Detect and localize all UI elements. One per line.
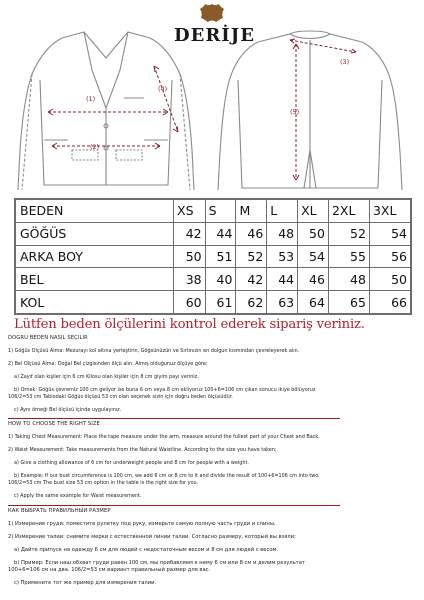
turkish-title: DOĞRU BEDEN NASIL SEÇİLİR: [8, 335, 88, 341]
instruction-line: b) Örnek: Göğüs çevremiz 100 cm geliyor ise buna 6 cm veya 8 cm ekliyoruz 100+6=106 cm çıkan sonucu ikiye bölüyoruz: [14, 387, 316, 393]
instruction-line: c) Aynı örneği Bel ölçüsü içinde uygulayınız.: [14, 407, 122, 413]
table-cell: 46: [236, 222, 267, 245]
instruction-line: b) Example: If our bust circumference is 100 cm, we add 6 cm or 8 cm to it and divide the result of 100+6=106 cm into two.: [14, 473, 320, 479]
table-cell: 54: [298, 245, 329, 268]
table-cell: 52: [236, 245, 267, 268]
instruction-line: a) Give a clothing allowance of 6 cm for underweight people and 8 cm for people with a weight.: [14, 460, 249, 466]
front-diagram-labels: [86, 85, 167, 151]
instruction-line: 1) Измерение груди: поместите рулетку под руку, измерьте самую полную часть груди и спины.: [8, 521, 276, 527]
instruction-line: 106/2=53 cm Tablodaki Göğüs ölçüsü 53 cm olan seçenek sizin için doğru beden ölçüsüdür.: [8, 394, 233, 400]
header-size: M: [236, 200, 267, 223]
instruction-line: a) Zayıf olan kişiler için 6 cm Kilosu olan kişiler için 8 cm giyim payı veriniz.: [14, 374, 199, 380]
table-row: [16, 291, 411, 314]
header-beden: BEDEN: [16, 200, 174, 223]
table-row: [16, 268, 411, 291]
table-cell: 44: [267, 268, 298, 291]
table-cell: 65: [328, 291, 369, 314]
leather-hide-icon: [199, 3, 225, 23]
table-cell: 54: [369, 222, 410, 245]
instruction-line: b) Пример: Если наш обхват груди равен 100 см, мы прибавляем к нему 6 см или 8 см и делим результат: [14, 560, 305, 566]
header-size: 3XL: [369, 200, 410, 223]
english-instructions: [8, 421, 418, 500]
russian-title: КАК ВЫБРАТЬ ПРАВИЛЬНЫЙ РАЗМЕР: [8, 508, 111, 514]
section-divider: [8, 505, 340, 506]
table-cell: 61: [205, 291, 236, 314]
table-cell: 50: [298, 222, 329, 245]
label-2: (2): [90, 143, 100, 151]
brand-name: DERİJE: [174, 25, 255, 46]
label-3: (3): [340, 58, 350, 66]
header-size: XS: [174, 200, 206, 223]
section-divider: [8, 418, 340, 419]
instruction-line: c) Apply the same example for Waist measurement.: [14, 493, 142, 499]
instruction-line: 100+6=106 см на два. 106/2=53 см вариант правильный размер для вас.: [8, 567, 211, 573]
label-4: (4): [158, 85, 168, 93]
instruction-line: 1) Göğüs Ölçüsü Alma: Mezurayı kol altına yerleştirin, Göğsünüzün ve Sırtınızın en dolgun kısmından çevreleyerek alın.: [8, 348, 300, 354]
table-cell: 38: [174, 268, 206, 291]
back-jacket-drawing: [218, 31, 402, 190]
header-size: L: [267, 200, 298, 223]
instruction-line: 2) Измерение талии: снимите мерки с естественной линии талии. Согласно размеру, который вы взяли;: [8, 534, 296, 540]
table-cell: 51: [205, 245, 236, 268]
table-cell: 40: [205, 268, 236, 291]
row-label: GÖĞÜS: [16, 222, 174, 245]
size-table-header-row: [16, 200, 411, 223]
row-label: KOL: [16, 291, 174, 314]
table-row: [16, 222, 411, 245]
table-cell: 50: [369, 268, 410, 291]
header-size: S: [205, 200, 236, 223]
size-table: [14, 198, 412, 315]
back-diagram-labels: [290, 58, 349, 116]
header-size: XL: [298, 200, 329, 223]
instruction-line: 2) Waist Measurement: Take measurements from the Natural Waistline. According to the size you have taken;: [8, 447, 277, 453]
label-1: (1): [86, 95, 96, 103]
english-title: HOW TO CHOOSE THE RIGHT SIZE: [8, 421, 100, 427]
table-cell: 48: [267, 222, 298, 245]
front-jacket-drawing: [18, 32, 194, 190]
instruction-line: 1) Taking Chest Measurement: Place the tape measure under the arm, measure around the fullest part of your Chest and Back.: [8, 434, 320, 440]
table-cell: 64: [298, 291, 329, 314]
table-cell: 50: [174, 245, 206, 268]
table-cell: 44: [205, 222, 236, 245]
instruction-line: c) Примените тот же пример для измерения талии.: [14, 580, 157, 586]
table-cell: 56: [369, 245, 410, 268]
table-cell: 46: [298, 268, 329, 291]
row-label: BEL: [16, 268, 174, 291]
instruction-line: a) Дайте припуск на одежду 6 см для людей с недостаточным весом и 8 см для людей с весом.: [14, 547, 279, 553]
size-check-warning: Lütfen beden ölçülerini kontrol ederek sipariş veriniz.: [14, 317, 365, 332]
table-cell: 52: [328, 222, 369, 245]
table-cell: 60: [174, 291, 206, 314]
label-5: (5): [290, 108, 300, 116]
front-measure-lines: [48, 66, 178, 149]
russian-instructions: [8, 508, 418, 587]
header-size: 2XL: [328, 200, 369, 223]
table-cell: 53: [267, 245, 298, 268]
table-cell: 55: [328, 245, 369, 268]
row-label: ARKA BOY: [16, 245, 174, 268]
brand-logo: [174, 3, 255, 47]
table-cell: 42: [236, 268, 267, 291]
table-cell: 42: [174, 222, 206, 245]
table-cell: 66: [369, 291, 410, 314]
table-cell: 48: [328, 268, 369, 291]
table-row: [16, 245, 411, 268]
table-cell: 63: [267, 291, 298, 314]
instruction-line: 2) Bel Ölçüsü Alma: Doğal Bel çizgisinden ölçü alın. Almış olduğunuz ölçüye göre;: [8, 361, 208, 367]
table-cell: 62: [236, 291, 267, 314]
turkish-instructions: [8, 335, 418, 414]
instruction-line: 106/2=53 cm The bust size 53 cm option in the table is the right size for you.: [8, 480, 199, 486]
